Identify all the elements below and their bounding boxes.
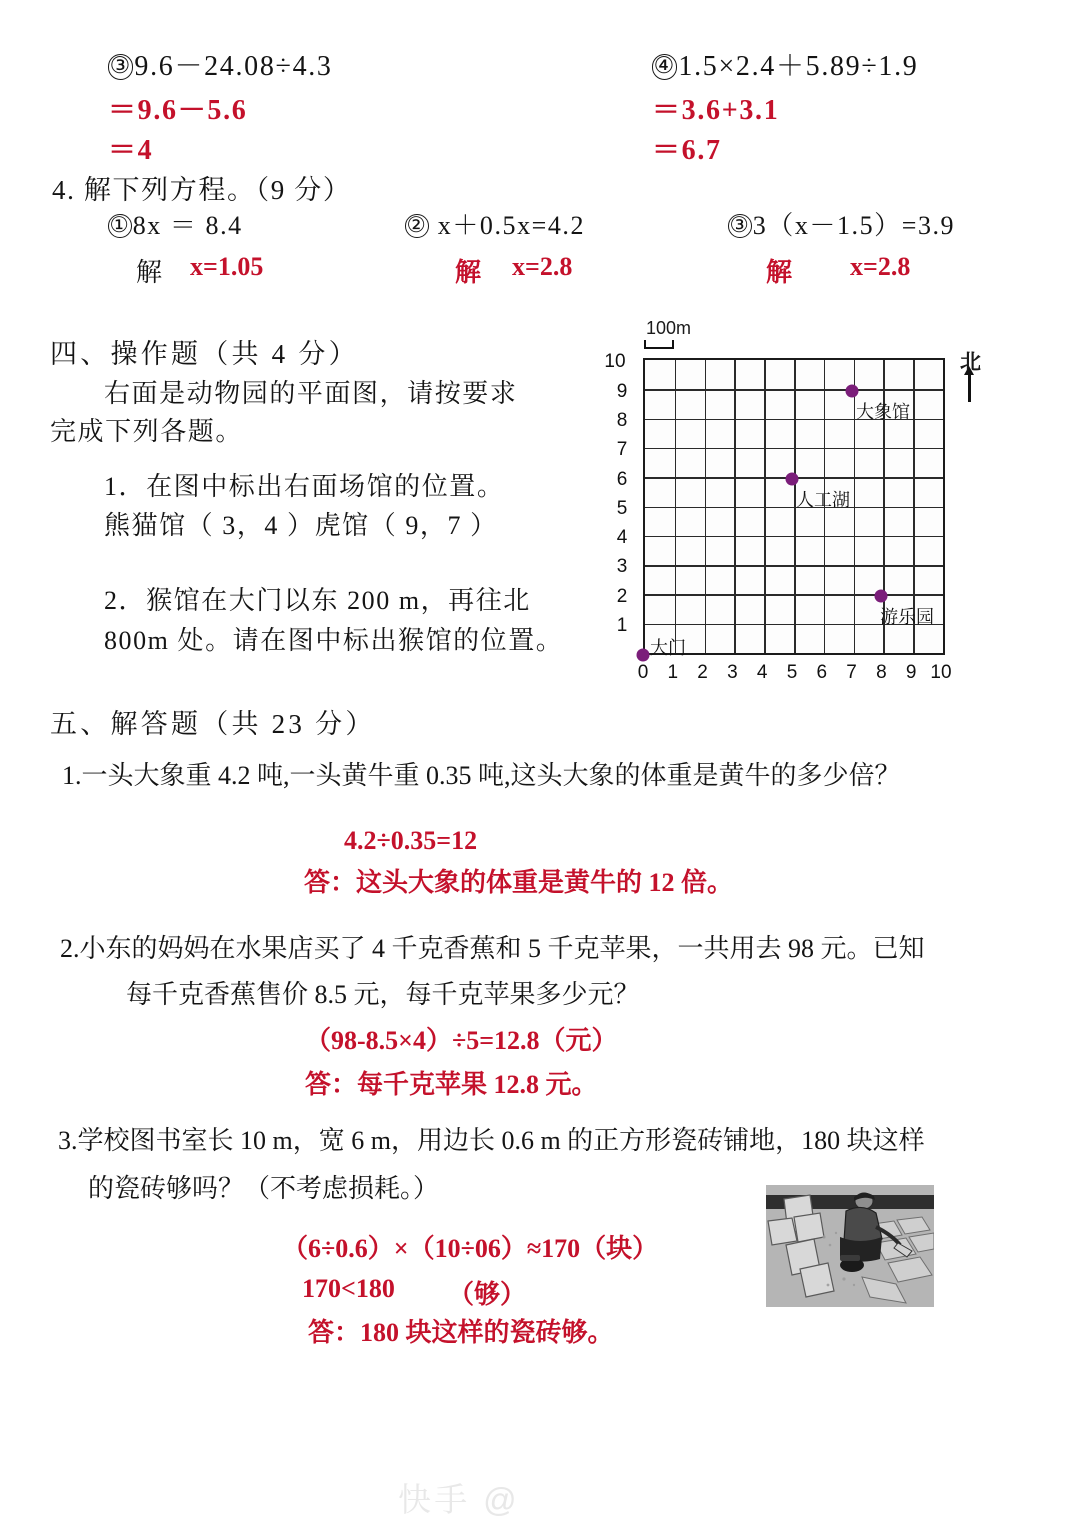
item-number-3b: ③	[729, 213, 751, 238]
equation-3-answer: x=2.8	[850, 252, 911, 281]
section-four-task1: 1．在图中标出右面场馆的位置。	[104, 472, 505, 501]
equation-1-problem: ①8x ＝ 8.4	[109, 211, 243, 240]
arith-item3-step1: ＝9.6－5.6	[108, 95, 248, 126]
zoo-map-figure	[604, 318, 1008, 693]
problem-2-work: （98-8.5×4）÷5=12.8（元）	[305, 1026, 618, 1055]
map-y-tick-9: 9	[616, 380, 628, 402]
item-number-2: ②	[406, 213, 428, 238]
map-x-tick-1: 1	[667, 662, 679, 683]
problem-3-answer: 答：180 块这样的瓷砖够。	[308, 1318, 614, 1347]
item-number-1: ①	[109, 213, 131, 238]
tile-laying-photo	[766, 1185, 934, 1307]
map-x-tick-2: 2	[697, 662, 708, 683]
problem-3-work2: 170<180	[302, 1274, 395, 1303]
map-y-tick-7: 7	[616, 439, 628, 461]
map-y-tick-5: 5	[616, 497, 628, 519]
map-x-tick-6: 6	[816, 662, 828, 683]
equation-1-solve-label: 解	[136, 258, 163, 287]
map-x-tick-9: 9	[905, 662, 917, 683]
equation-1-answer: x=1.05	[190, 252, 264, 281]
watermark: 快手 @	[398, 1481, 520, 1518]
map-x-tick-10: 10	[930, 662, 952, 683]
equation-2-answer: x=2.8	[512, 252, 573, 281]
map-y-tick-1: 1	[616, 615, 628, 636]
item-number-3: ③	[109, 53, 132, 79]
section-five-heading: 五、解答题（共 23 分）	[50, 709, 376, 739]
arith-item4-step1: ＝3.6+3.1	[652, 95, 780, 126]
equation-3-solve-label: 解	[766, 258, 793, 287]
arith-item3-step2: ＝4	[108, 135, 154, 166]
map-y-tick-3: 3	[616, 556, 628, 578]
equation-2-solve-label: 解	[455, 258, 482, 287]
map-scale-label: 100m	[646, 318, 692, 338]
arith-item4-step2: ＝6.7	[652, 135, 722, 166]
arith-item3-expression: ③9.6－24.08÷4.3	[109, 51, 333, 82]
map-label-artificial-lake: 人工湖	[796, 490, 850, 510]
arith-item4-expression: ④1.5×2.4＋5.89÷1.9	[653, 51, 919, 82]
section-four-intro-line1: 右面是动物园的平面图，请按要求	[104, 379, 518, 408]
problem-1-text: 1.一头大象重 4.2 吨,一头黄牛重 0.35 吨,这头大象的体重是黄牛的多少倍？	[62, 761, 901, 790]
map-point-main-gate	[637, 649, 650, 662]
map-y-tick-8: 8	[616, 409, 628, 431]
equation-3-problem: ③3（x－1.5）=3.9	[729, 211, 956, 240]
section-four-heading: 四、操作题（共 4 分）	[50, 339, 359, 369]
map-point-amusement-park	[875, 590, 888, 603]
north-label: 北	[960, 351, 981, 374]
map-x-tick-4: 4	[756, 662, 768, 683]
problem-2-answer: 答：每千克苹果 12.8 元。	[305, 1070, 598, 1099]
problem-3-work2-note: （够）	[448, 1280, 527, 1309]
equations-heading: 4. 解下列方程。（9 分）	[52, 175, 352, 205]
map-y-tick-10: 10	[604, 351, 626, 373]
item-number-4: ④	[653, 53, 676, 79]
problem-3-text-line1: 3.学校图书室长 10 m，宽 6 m，用边长 0.6 m 的正方形瓷砖铺地，180 块这样	[58, 1126, 925, 1155]
tile-laying-illustration	[766, 1185, 934, 1307]
section-four-task2-line2: 800m 处。请在图中标出猴馆的位置。	[104, 626, 564, 655]
equation-2-problem: ② x＋0.5x=4.2	[406, 211, 586, 240]
problem-2-text-line1: 2.小东的妈妈在水果店买了 4 千克香蕉和 5 千克苹果，一共用去 98 元。已知	[60, 934, 925, 963]
map-x-tick-7: 7	[846, 662, 857, 683]
problem-3-text-line2: 的瓷砖够吗？（不考虑损耗。）	[88, 1174, 440, 1203]
problem-3-work: （6÷0.6）×（10÷06）≈170（块）	[282, 1234, 659, 1263]
section-four-task2-line1: 2．猴馆在大门以东 200 m，再往北	[104, 586, 531, 615]
section-four-intro-line2: 完成下列各题。	[50, 417, 243, 446]
map-scale-bracket	[644, 340, 674, 349]
map-point-elephant-house	[845, 385, 858, 398]
map-label-amusement-park: 游乐园	[880, 607, 934, 627]
map-x-tick-8: 8	[876, 662, 887, 683]
north-arrow-icon	[968, 374, 971, 402]
map-x-tick-3: 3	[727, 662, 738, 683]
map-x-tick-5: 5	[786, 662, 798, 683]
problem-2-text-line2: 每千克香蕉售价 8.5 元，每千克苹果多少元？	[126, 980, 640, 1009]
problem-1-answer: 答：这头大象的体重是黄牛的 12 倍。	[304, 868, 734, 897]
section-four-task1-detail: 熊猫馆（ 3，4 ）虎馆（ 9，7 ）	[104, 511, 498, 540]
map-label-main-gate: 大门	[650, 638, 686, 658]
map-label-elephant-house: 大象馆	[856, 402, 910, 422]
map-y-tick-6: 6	[616, 468, 628, 490]
map-y-tick-4: 4	[616, 527, 628, 549]
map-y-tick-2: 2	[616, 585, 628, 607]
map-point-artificial-lake	[786, 473, 799, 486]
problem-1-work: 4.2÷0.35=12	[344, 826, 478, 855]
map-x-tick-0: 0	[637, 662, 649, 683]
